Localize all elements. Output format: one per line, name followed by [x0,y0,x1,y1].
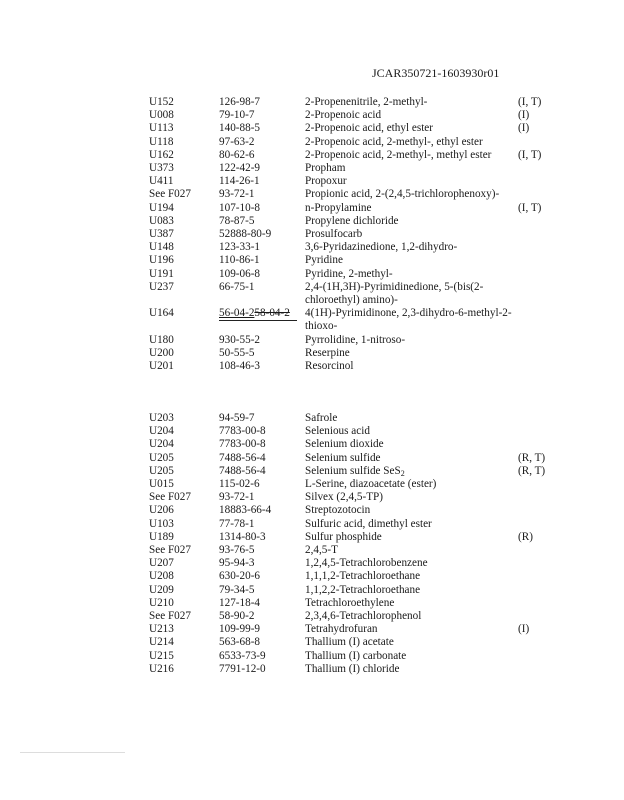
table-row [149,175,559,188]
chemical-name: Propionic acid, 2-(2,4,5-trichlorophenoxy)- [305,188,500,201]
waste-code: U213 [149,623,174,636]
cas-number: 7488-56-4 [219,464,266,477]
table-row [149,109,559,122]
waste-code: See F027 [149,544,191,557]
table-row [149,149,559,162]
table-row [149,162,559,175]
table-row [149,136,559,149]
cas-inserted: 56-04-2 [219,307,255,320]
waste-code: U148 [149,241,174,254]
table-row [149,650,559,663]
cas-number: 109-99-9 [219,623,261,636]
table-row [149,96,559,109]
waste-code: U162 [149,148,174,161]
cas-number: 140-88-5 [219,122,261,135]
table-row [149,281,559,307]
table-row [149,531,559,544]
cas-number: 79-34-5 [219,583,255,596]
chemical-name: Thallium (I) chloride [305,662,400,675]
table-row [149,347,559,360]
cas-number: 107-10-8 [219,201,261,214]
document-id: JCAR350721-1603930r01 [372,66,500,80]
hazard-code: (I) [518,109,530,122]
chemical-name: 2-Propenenitrile, 2-methyl- [305,96,428,108]
waste-code: U411 [149,175,174,188]
cas-number: 7488-56-4 [219,451,266,464]
cas-number [219,307,305,333]
cas-number: 630-20-6 [219,570,261,583]
cas-number: 50-55-5 [219,346,255,359]
table-row [149,202,559,215]
waste-code: U204 [149,438,174,451]
table-row [149,610,559,623]
cas-number: 18883-66-4 [219,504,272,517]
chemical-name-text: Selenium sulfide SeS [305,464,401,477]
cas-number: 930-55-2 [219,333,261,346]
table-row [149,663,559,676]
table-row [149,307,559,333]
cas-number: 7791-12-0 [219,662,266,675]
chemical-name: L-Serine, diazoacetate (ester) [305,478,437,491]
chemical-name: Prosulfocarb [305,228,363,241]
chemical-name: Sulfuric acid, dimethyl ester [305,517,432,530]
cas-number: 6533-73-9 [219,649,266,662]
cas-number: 93-72-1 [219,188,255,201]
hazard-code: (R) [518,530,533,543]
footer-rule [20,752,125,753]
cas-number: 94-59-7 [219,412,255,424]
chemical-name: 2-Propenoic acid, 2-methyl-, ethyl ester [305,135,483,148]
cas-number: 7783-00-8 [219,438,266,451]
waste-code: U196 [149,254,174,267]
waste-table-s-t [149,412,559,676]
chemical-name: Silvex (2,4,5-TP) [305,491,383,504]
table-row [149,438,559,451]
chemical-name: 2,3,4,6-Tetrachlorophenol [305,610,422,623]
cas-number: 123-33-1 [219,241,261,254]
chemical-name: Resorcinol [305,360,354,373]
cas-number: 79-10-7 [219,109,255,122]
table-row [149,478,559,491]
chemical-name: Tetrahydrofuran [305,623,378,636]
table-row [149,334,559,347]
cas-number: 66-75-1 [219,280,255,293]
table-row [149,504,559,517]
table-row [149,491,559,504]
table-row [149,452,559,465]
table-row [149,570,559,583]
chemical-name: 4(1H)-Pyrimidinone, 2,3-dihydro-6-methyl-2-thioxo- [305,307,512,333]
cas-number: 1314-80-3 [219,530,266,543]
table-row [149,188,559,201]
waste-code: U103 [149,517,174,530]
waste-code: U237 [149,280,174,293]
hazard-code: (I, T) [518,148,542,161]
table-row [149,122,559,135]
waste-code: U210 [149,596,174,609]
chemical-name: Thallium (I) carbonate [305,649,407,662]
waste-code: U201 [149,360,174,373]
waste-code: U206 [149,504,174,517]
hazard-code: (I, T) [518,96,542,108]
table-row [149,465,559,478]
cas-number: 114-26-1 [219,175,260,188]
table-row [149,557,559,570]
chemical-name: Tetrachloroethylene [305,596,395,609]
subscript: 2 [400,468,405,478]
cas-number: 109-06-8 [219,267,261,280]
hazard-code: (I) [518,122,530,135]
cas-deleted: 58-04-2 [254,307,290,320]
cas-number: 127-18-4 [219,596,261,609]
waste-code: U008 [149,109,174,122]
table-row [149,623,559,636]
cas-number: 115-02-6 [219,478,260,491]
chemical-name: Propylene dichloride [305,214,399,227]
table-row [149,268,559,281]
table-row [149,360,559,373]
waste-code: U118 [149,135,174,148]
waste-code: U200 [149,346,174,359]
waste-code: U373 [149,162,174,175]
waste-code: U015 [149,478,174,491]
chemical-name: n-Propylamine [305,201,372,214]
waste-code: U209 [149,583,174,596]
chemical-name: Propham [305,162,346,175]
cas-number: 126-98-7 [219,96,261,108]
chemical-name: Thallium (I) acetate [305,636,394,649]
waste-code: U203 [149,412,174,424]
chemical-name: Sulfur phosphide [305,530,382,543]
table-row [149,425,559,438]
cas-number: 7783-00-8 [219,425,266,438]
chemical-name: 1,1,2,2-Tetrachloroethane [305,583,421,596]
chemical-name: Propoxur [305,175,347,188]
cas-number: 563-68-8 [219,636,261,649]
table-row [149,241,559,254]
waste-code: U205 [149,464,174,477]
waste-code: See F027 [149,610,191,623]
waste-code: U083 [149,214,174,227]
waste-code: U208 [149,570,174,583]
table-row [149,518,559,531]
chemical-name: Safrole [305,412,338,424]
chemical-name: 2,4,5-T [305,544,338,557]
chemical-name: Selenium sulfide [305,451,381,464]
waste-code: U164 [149,307,174,320]
cas-number: 78-87-5 [219,214,255,227]
cas-number: 95-94-3 [219,557,255,570]
table-row [149,584,559,597]
hazard-code: (R, T) [518,464,546,477]
waste-code: See F027 [149,491,191,504]
cas-number: 77-78-1 [219,517,255,530]
waste-code: U214 [149,636,174,649]
cas-number: 80-62-6 [219,148,255,161]
waste-code: U207 [149,557,174,570]
cas-number: 110-86-1 [219,254,260,267]
chemical-name: 2-Propenoic acid, ethyl ester [305,122,433,135]
waste-code: U189 [149,530,174,543]
cas-number: 108-46-3 [219,360,261,373]
chemical-name: 3,6-Pyridazinedione, 1,2-dihydro- [305,241,458,254]
waste-table-p-r [149,96,559,373]
chemical-name: Pyridine [305,254,343,267]
hazard-code: (I, T) [518,201,542,214]
waste-code: U152 [149,96,174,108]
chemical-name: 2-Propenoic acid, 2-methyl-, methyl ester [305,148,492,161]
table-row [149,597,559,610]
waste-code: U204 [149,425,174,438]
waste-code: See F027 [149,188,191,201]
hazard-code: (I) [518,623,530,636]
chemical-name: Pyrrolidine, 1-nitroso- [305,333,406,346]
waste-code: U205 [149,451,174,464]
cas-number: 97-63-2 [219,135,255,148]
waste-code: U387 [149,228,174,241]
table-row [149,412,559,425]
table-row [149,636,559,649]
table-row [149,544,559,557]
cas-number: 93-72-1 [219,491,255,504]
chemical-name: 1,1,1,2-Tetrachloroethane [305,570,421,583]
waste-code: U113 [149,122,174,135]
hazard-code: (R, T) [518,451,546,464]
cas-number: 52888-80-9 [219,228,272,241]
waste-code: U191 [149,267,174,280]
chemical-name: 2-Propenoic acid [305,109,382,122]
chemical-name: Selenium dioxide [305,438,384,451]
table-row [149,215,559,228]
table-row [149,228,559,241]
chemical-name: Streptozotocin [305,504,371,517]
waste-code: U215 [149,649,174,662]
chemical-name: 2,4-(1H,3H)-Pyrimidinedione, 5-(bis(2-chloroethyl) amino)- [305,280,484,307]
chemical-name: Selenious acid [305,425,370,438]
waste-code: U194 [149,201,174,214]
chemical-name: Pyridine, 2-methyl- [305,267,393,280]
cas-number: 122-42-9 [219,162,261,175]
chemical-name: Reserpine [305,346,350,359]
chemical-name: 1,2,4,5-Tetrachlorobenzene [305,557,428,570]
waste-code: U180 [149,333,174,346]
waste-code: U216 [149,662,174,675]
table-row [149,254,559,267]
chemical-name [305,465,518,478]
cas-number: 93-76-5 [219,544,255,557]
cas-number: 58-90-2 [219,610,255,623]
